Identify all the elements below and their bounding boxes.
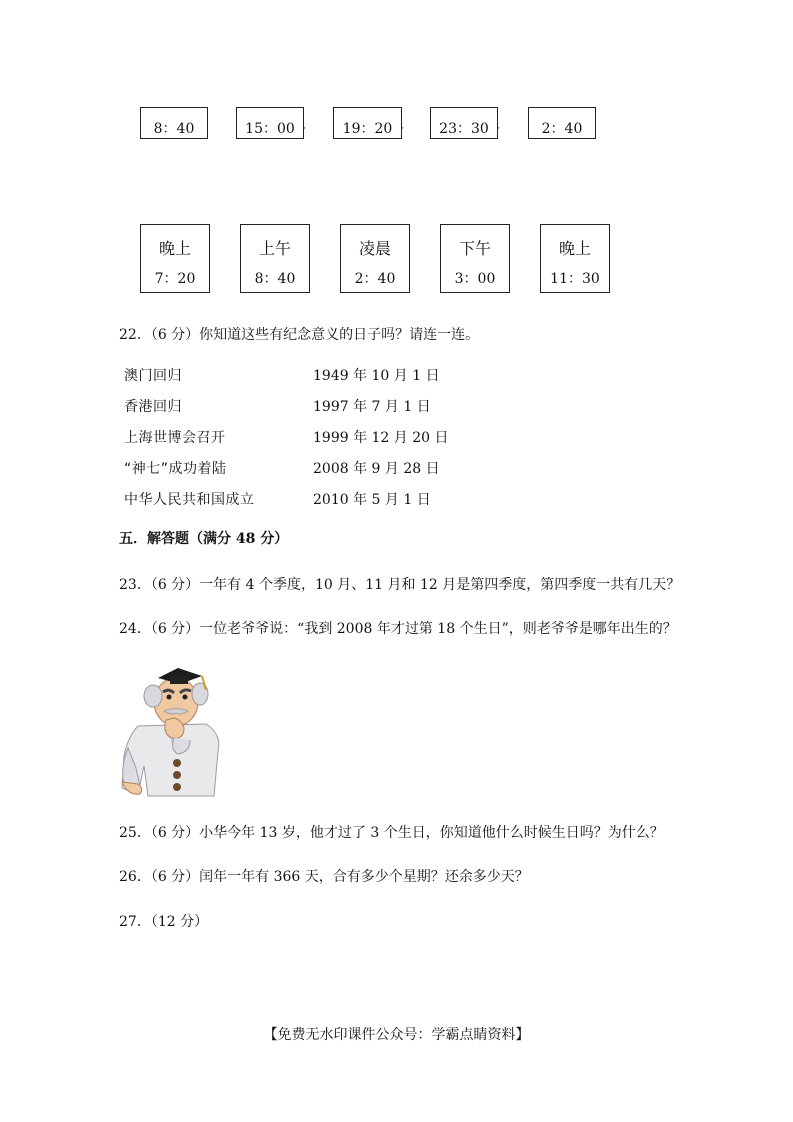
period-box [340, 224, 410, 293]
time-label: 8：40 [153, 121, 195, 137]
time-box [140, 107, 208, 139]
period-box [240, 224, 310, 293]
event-item: 中华人民共和国成立 [124, 492, 255, 508]
date-item: 1949 年 10 月 1 日 [313, 368, 440, 384]
event-item: 香港回归 [124, 399, 182, 415]
period-label: 晚上 [558, 239, 591, 258]
period-time: 3：00 [454, 271, 496, 287]
period-time: 11：30 [550, 271, 600, 287]
period-box [440, 224, 510, 293]
event-item: 澳门回归 [124, 368, 182, 384]
mark-icon: ‚ [401, 121, 404, 131]
period-time: 2：40 [354, 271, 396, 287]
question-24: 24．（6 分）一位老爷爷说：“我到 2008 年才过第 18 个生日”，则老爷爷是哪年出生的？ [119, 621, 677, 637]
date-item: 2010 年 5 月 1 日 [313, 492, 431, 508]
date-item: 1999 年 12 月 20 日 [313, 430, 449, 446]
question-22: 22．（6 分）你知道这些有纪念意义的日子吗？请连一连。 [119, 327, 480, 343]
period-box [540, 224, 610, 293]
question-26: 26．（6 分）闰年一年有 366 天，合有多少个星期？还余多少天？ [119, 869, 529, 885]
time-label: 15：00 [245, 121, 295, 137]
mark-icon: ‚ [497, 121, 500, 131]
period-label: 下午 [458, 239, 491, 258]
section-heading: 五．解答题（满分 48 分） [119, 531, 289, 547]
time-box [236, 107, 304, 139]
question-25: 25．（6 分）小华今年 13 岁，他才过了 3 个生日，你知道他什么时候生日吗？为什么？ [119, 825, 664, 841]
question-27: 27．（12 分） [119, 914, 209, 930]
time-box [528, 107, 596, 139]
period-time: 8：40 [254, 271, 296, 287]
professor-thinking-illustration [118, 656, 226, 798]
time-label: 23：30 [439, 121, 489, 137]
time-box [333, 107, 402, 139]
time-box [430, 107, 498, 139]
event-item: “神七”成功着陆 [124, 461, 227, 477]
time-label: 2：40 [541, 121, 583, 137]
footer-note: 【免费无水印课件公众号：学霸点睛资料】 [263, 1027, 530, 1043]
period-label: 晚上 [158, 239, 191, 258]
question-23: 23．（6 分）一年有 4 个季度，10 月、11 月和 12 月是第四季度，第四季度一共有几天？ [119, 577, 681, 593]
period-label: 凌晨 [358, 239, 391, 258]
date-item: 1997 年 7 月 1 日 [313, 399, 431, 415]
event-item: 上海世博会召开 [124, 430, 226, 446]
time-label: 19：20 [342, 121, 393, 137]
period-box [140, 224, 210, 293]
period-time: 7：20 [154, 271, 196, 287]
mark-icon: ‚ [303, 121, 306, 131]
date-item: 2008 年 9 月 28 日 [313, 461, 440, 477]
period-label: 上午 [258, 239, 291, 258]
